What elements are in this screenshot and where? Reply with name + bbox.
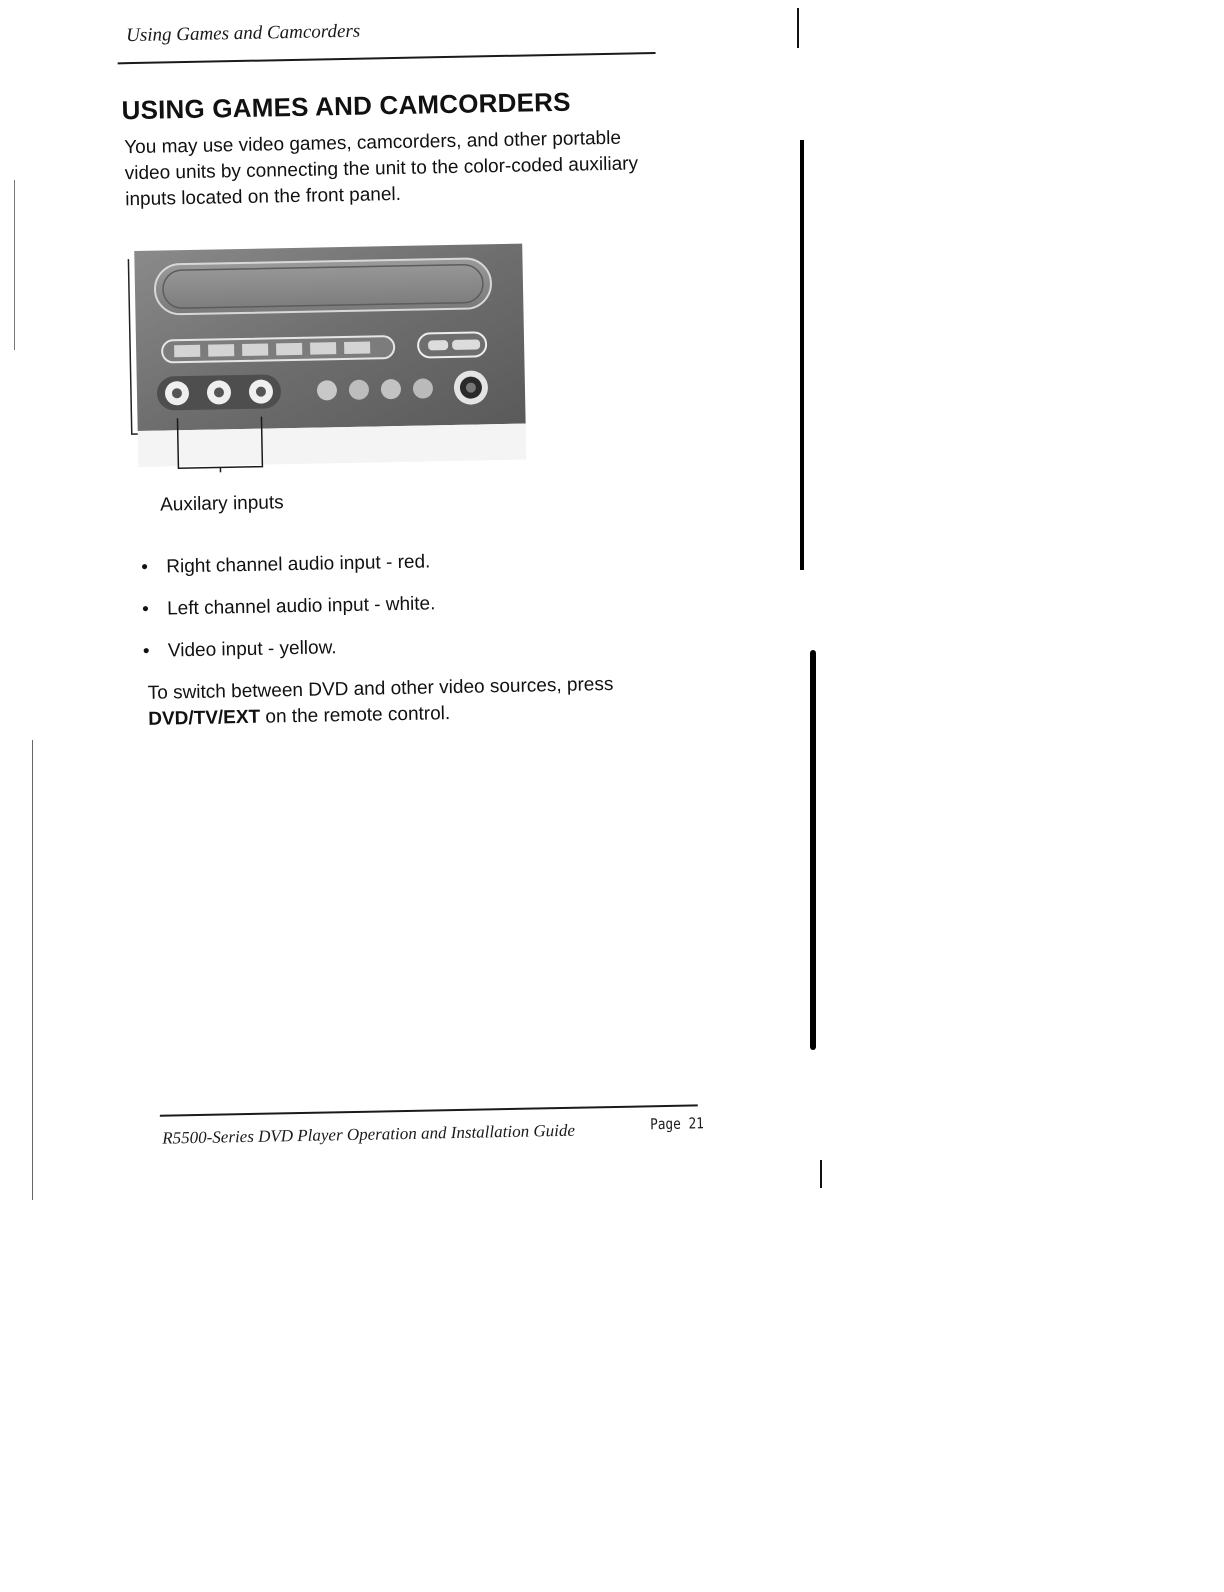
scan-edge-mark <box>797 8 799 48</box>
bullet-marker: • <box>143 641 150 663</box>
scan-edge-mark <box>32 740 33 1200</box>
footer-rule <box>160 1104 698 1116</box>
front-panel-illustration <box>126 242 530 475</box>
front-panel-figure <box>126 242 530 475</box>
list-item-text: Right channel audio input - red. <box>166 551 430 577</box>
intro-paragraph: You may use video games, camcorders, and other portable video units by connecting the unit to the color-coded auxiliary inputs located on the front panel. <box>124 125 665 213</box>
list-item-text: Left channel audio input - white. <box>167 593 436 619</box>
transport-button <box>344 342 370 354</box>
input-color-list <box>141 546 703 683</box>
running-header: Using Games and Camcorders <box>126 21 361 47</box>
bullet-marker: • <box>141 557 148 579</box>
dvd-tv-ext-button-name: DVD/TV/EXT <box>148 707 260 730</box>
transport-button <box>276 343 302 355</box>
scan-edge-mark <box>820 1160 822 1188</box>
closing-paragraph <box>148 670 689 732</box>
scan-edge-mark <box>810 650 816 1050</box>
closing-text-before: To switch between DVD and other video sources, press <box>148 674 614 704</box>
closing-text-after: on the remote control. <box>260 703 450 728</box>
figure-caption: Auxilary inputs <box>160 492 284 516</box>
page-number: Page 21 <box>650 1114 704 1133</box>
header-rule <box>118 52 656 64</box>
transport-button <box>242 343 268 355</box>
section-title: USING GAMES AND CAMCORDERS <box>121 87 571 127</box>
transport-button <box>174 345 200 357</box>
list-item <box>142 588 702 621</box>
display-slot <box>155 258 492 314</box>
list-item <box>143 630 703 663</box>
transport-button <box>310 342 336 354</box>
scan-edge-mark <box>800 140 804 570</box>
bullet-marker: • <box>142 599 149 621</box>
scan-edge-mark <box>14 180 15 350</box>
transport-button <box>208 344 234 356</box>
list-item <box>141 546 701 579</box>
footer-guide-title: R5500-Series DVD Player Operation and Installation Guide <box>162 1121 575 1149</box>
list-item-text: Video input - yellow. <box>168 637 337 661</box>
